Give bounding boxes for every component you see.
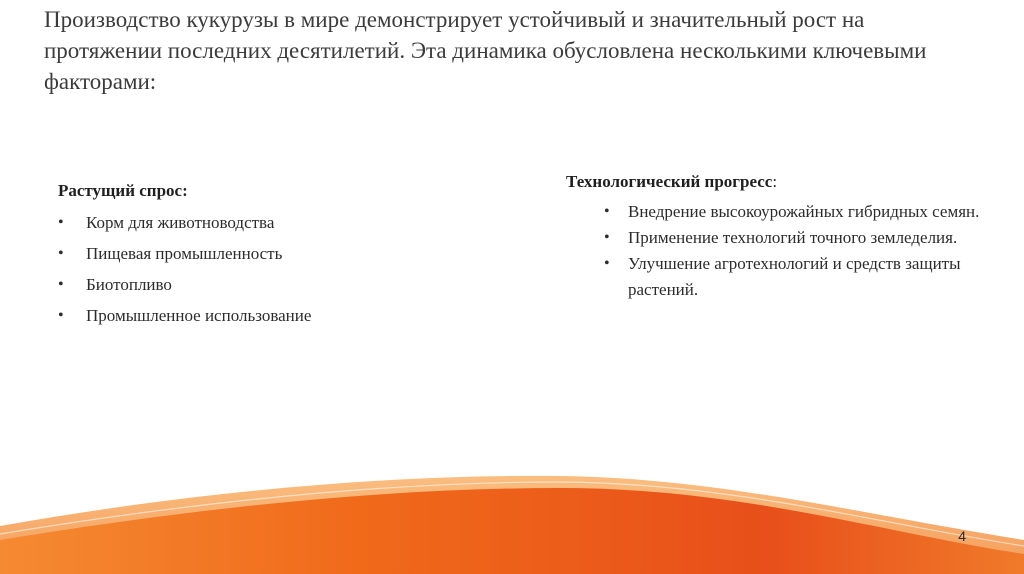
- list-item-text: Применение технологий точного земледелия.: [628, 228, 958, 247]
- list-item: [566, 199, 986, 225]
- list-item: [58, 303, 478, 329]
- bullet-icon: •: [58, 307, 64, 324]
- wave-front-shape: [0, 488, 1024, 574]
- decorative-wave: [0, 454, 1024, 574]
- list-item-text: Промышленное использование: [86, 306, 312, 325]
- tech-progress-title: [566, 169, 986, 195]
- list-item: [58, 272, 478, 298]
- growing-demand-list: [58, 210, 478, 329]
- bullet-icon: •: [58, 214, 64, 231]
- list-item-text: Внедрение высокоурожайных гибридных семян.: [628, 202, 980, 221]
- bullet-icon: •: [604, 255, 610, 272]
- bullet-icon: •: [58, 276, 64, 293]
- list-item-text: Пищевая промышленность: [86, 244, 283, 263]
- bullet-icon: •: [58, 245, 64, 262]
- tech-progress-list: [566, 199, 986, 303]
- bullet-icon: •: [604, 203, 610, 220]
- list-item-text: Улучшение агротехнологий и средств защиты растений.: [628, 254, 961, 299]
- list-item: [566, 251, 986, 303]
- list-item-text: Биотопливо: [86, 275, 172, 294]
- page-number: 4: [958, 528, 966, 544]
- tech-progress-title-colon: :: [772, 172, 778, 191]
- growing-demand-section: [58, 178, 478, 334]
- growing-demand-title: Растущий спрос:: [58, 181, 188, 200]
- list-item-text: Корм для животноводства: [86, 213, 275, 232]
- list-item: [58, 210, 478, 236]
- list-item: [566, 225, 986, 251]
- tech-progress-title-text: Технологический прогресс: [566, 172, 773, 191]
- bullet-icon: •: [604, 229, 610, 246]
- list-item: [58, 241, 478, 267]
- tech-progress-section: [566, 169, 986, 303]
- intro-paragraph: Производство кукурузы в мире демонстрирует устойчивый и значительный рост на протяжении последних десятилетий. Эта динамика обусловлена несколькими ключевыми факторами:: [44, 7, 927, 94]
